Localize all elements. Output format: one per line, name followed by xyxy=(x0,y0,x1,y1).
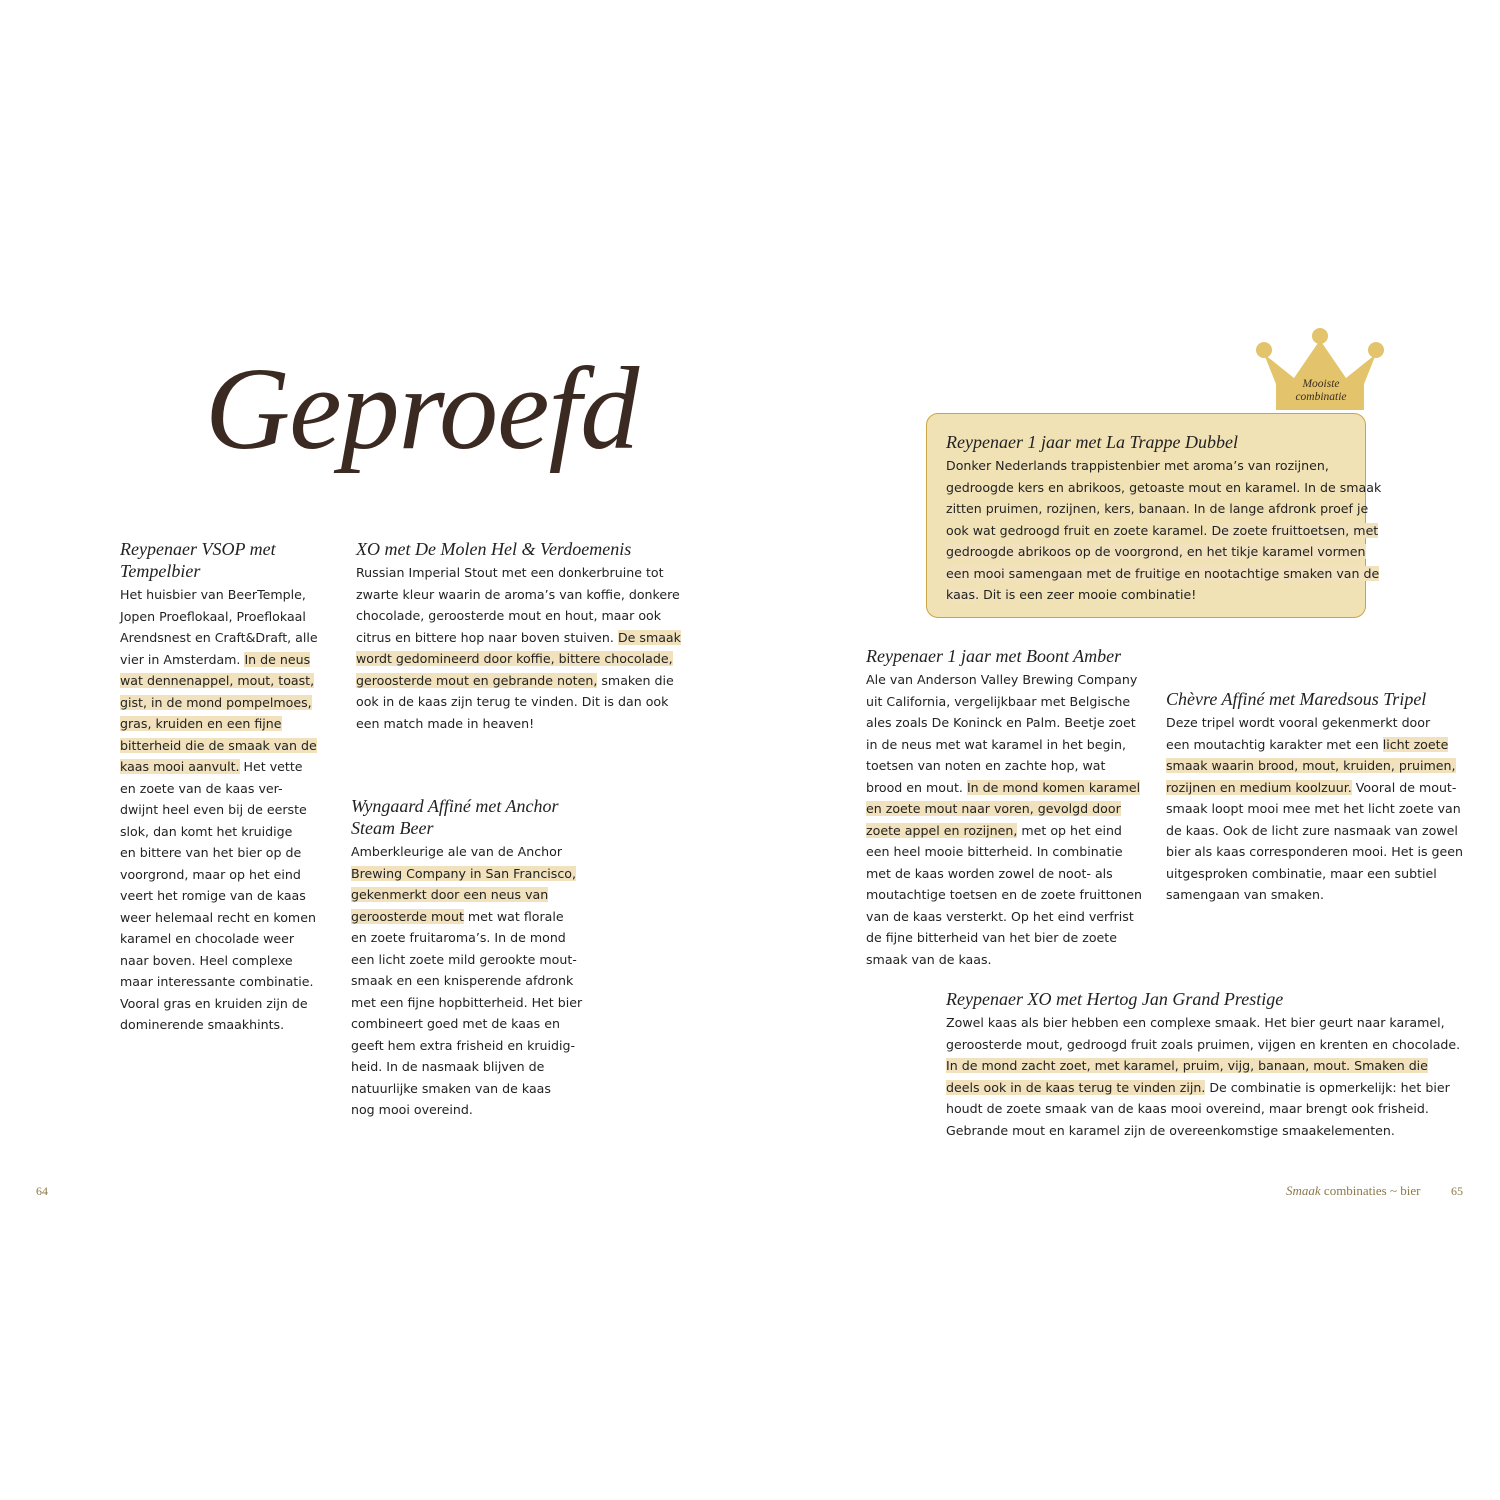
text-line xyxy=(356,584,680,606)
article-xo-molen xyxy=(356,538,681,734)
highlighted-text: gist, in de mond pompelmoes, xyxy=(120,694,312,710)
body-text: smaken die xyxy=(597,672,674,688)
text-line xyxy=(866,755,1136,777)
article-vsop xyxy=(120,538,335,1036)
body-text: zitten pruimen, rozijnen, kers, banaan. In de lange afdronk proef je xyxy=(946,501,1369,516)
body-text: smaak loopt mooi mee met het licht zoete van xyxy=(1166,801,1461,816)
text-line xyxy=(351,906,591,928)
article-body xyxy=(120,584,335,1036)
highlighted-text: smaak waarin brood, mout, kruiden, pruimen, xyxy=(1166,758,1456,773)
text-line xyxy=(120,907,335,929)
body-text: maar interessante combinatie. xyxy=(120,974,314,989)
highlighted-text: zoete appel en rozijnen, xyxy=(866,822,1018,838)
text-line xyxy=(356,670,676,692)
page-number-right: 65 xyxy=(1451,1184,1463,1198)
text-line xyxy=(1166,798,1461,820)
body-text: een moutachtig karakter met een xyxy=(1166,736,1383,752)
text-line xyxy=(120,606,335,628)
text-line xyxy=(356,605,676,627)
body-text: Amberkleurige ale van de Anchor xyxy=(351,844,563,859)
text-line xyxy=(120,756,335,778)
body-text: en bittere van het bier op de xyxy=(120,845,302,860)
body-text: brood en mout. xyxy=(866,779,967,795)
text-line xyxy=(120,1014,335,1036)
body-text: geroosterde mout, gedroogd fruit zoals pruimen, vijgen en krenten en chocolade. xyxy=(946,1036,1461,1052)
body-text: heid. In de nasmaak blijven de xyxy=(351,1059,545,1074)
highlighted-text: deels ook in de kaas terug te vinden zijn. xyxy=(946,1079,1206,1095)
text-line xyxy=(866,906,1136,928)
page-number-left: 64 xyxy=(36,1184,48,1198)
body-text: een match made in heaven! xyxy=(356,715,535,731)
text-line xyxy=(120,928,335,950)
body-text: met op het eind xyxy=(1017,822,1122,838)
text-line xyxy=(120,799,335,821)
article-body xyxy=(946,455,1382,606)
text-line xyxy=(351,927,591,949)
text-line xyxy=(946,1055,1426,1077)
body-text: dwijnt heel even bij de eerste xyxy=(120,802,307,817)
text-line xyxy=(351,1013,591,1035)
body-text: chocolade, geroosterde mout en hout, maar ook xyxy=(356,608,662,623)
article-wyngaard xyxy=(351,795,591,1121)
body-text: Ale van Anderson Valley Brewing Company xyxy=(866,672,1138,687)
text-line xyxy=(866,820,1136,842)
running-footer xyxy=(1286,1183,1420,1199)
text-line xyxy=(866,712,1136,734)
text-line xyxy=(946,541,1366,563)
body-text: ales zoals De Koninck en Palm. Beetje zoet xyxy=(866,715,1136,730)
text-line xyxy=(120,885,335,907)
text-line xyxy=(866,777,1141,799)
text-line xyxy=(356,648,676,670)
body-text: dominerende smaakhints. xyxy=(120,1017,285,1032)
text-line xyxy=(120,993,335,1015)
text-line xyxy=(866,927,1136,949)
body-text: een heel mooie bitterheid. In combinatie xyxy=(866,844,1123,859)
body-text: met een fijne hopbitterheid. Het bier xyxy=(351,994,583,1010)
text-line xyxy=(866,798,1136,820)
body-text: geeft hem extra frisheid en kruidig- xyxy=(351,1037,576,1053)
article-title: Reypenaer 1 jaar met Boont Amber xyxy=(866,646,1122,666)
body-text: combineert goed met de kaas en xyxy=(351,1016,560,1031)
body-text: Dit is een zeer mooie combinatie! xyxy=(979,587,1197,602)
body-text: de fijne bitterheid van het bier de zoete xyxy=(866,930,1117,945)
text-line xyxy=(946,1012,1445,1034)
text-line xyxy=(120,670,335,692)
body-text: in de neus met wat karamel in het begin, xyxy=(866,736,1126,752)
text-line xyxy=(120,971,335,993)
text-line xyxy=(351,949,591,971)
text-line xyxy=(120,649,335,671)
body-text: Het vette xyxy=(239,759,303,774)
body-text: gedroogde kers en abrikoos, getoaste mout en karamel. In de smaak xyxy=(946,479,1382,495)
text-line xyxy=(351,992,591,1014)
text-line xyxy=(351,1035,591,1057)
article-title xyxy=(120,538,335,582)
body-text: uitgesproken combinatie, maar een subtiel xyxy=(1166,865,1437,881)
highlighted-text: Brewing Company in San Francisco, xyxy=(351,865,576,881)
text-line xyxy=(946,1120,1426,1142)
text-line xyxy=(351,884,591,906)
body-text: met de kaas worden zowel de noot- als xyxy=(866,865,1113,881)
text-line xyxy=(1166,777,1456,799)
page-title: Geproefd xyxy=(205,343,639,474)
article-title-line: Wyngaard Affiné met Anchor xyxy=(351,796,559,816)
article-body xyxy=(866,669,1142,970)
body-text: naar boven. Heel complexe xyxy=(120,952,293,968)
text-line xyxy=(351,1099,591,1121)
highlighted-text: gras, kruiden en een fijne xyxy=(120,716,282,731)
highlighted-text: In de mond komen karamel xyxy=(966,779,1141,795)
text-line xyxy=(946,584,1356,606)
text-line xyxy=(866,841,1136,863)
body-text: samengaan van smaken. xyxy=(1166,887,1324,902)
text-line xyxy=(356,713,676,735)
text-line xyxy=(120,842,335,864)
body-text: met wat florale xyxy=(463,908,564,924)
body-text: Het huisbier van BeerTemple, xyxy=(120,587,306,602)
highlighted-text: geroosterde mout en gebrande noten, xyxy=(356,672,598,688)
body-text: Jopen Proeflokaal, Proeflokaal xyxy=(120,608,306,624)
text-line xyxy=(351,970,591,992)
highlighted-text: kaas mooi aanvult. xyxy=(120,759,240,774)
body-text: citrus en bittere hop naar boven stuiven. xyxy=(356,629,618,645)
highlighted-text: wordt gedomineerd door koffie, bittere chocolade, xyxy=(356,651,673,666)
highlighted-text: De zoete fruittoetsen, met xyxy=(1211,522,1379,538)
highlighted-text: In de neus xyxy=(244,651,311,667)
body-text: van de kaas versterkt. Op het eind verfrist xyxy=(866,908,1134,924)
highlighted-text: De smaak xyxy=(617,629,681,645)
body-text: uit California, vergelijkbaar met Belgische xyxy=(866,693,1131,709)
body-text: moutachtige toetsen en de zoete fruittonen xyxy=(866,887,1142,902)
text-line xyxy=(1166,734,1456,756)
body-text: bier als kaas corresponderen mooi. Het is geen xyxy=(1166,844,1464,859)
article-title: Chèvre Affiné met Maredsous Tripel xyxy=(1166,689,1427,709)
badge-label xyxy=(1277,378,1365,404)
text-line xyxy=(866,669,1136,691)
text-line xyxy=(946,563,1380,585)
body-text: nog mooi overeind. xyxy=(351,1102,473,1117)
text-line xyxy=(120,950,335,972)
body-text: Vooral gras en kruiden zijn de xyxy=(120,995,308,1011)
text-line xyxy=(120,713,335,735)
body-text: en zoete van de kaas ver- xyxy=(120,780,283,796)
article-title: Reypenaer 1 jaar met La Trappe Dubbel xyxy=(946,432,1238,452)
text-line xyxy=(120,864,335,886)
body-text: Zowel kaas als bier hebben een complexe smaak. Het bier geurt naar karamel, xyxy=(946,1015,1445,1030)
text-line xyxy=(946,1034,1461,1056)
text-line xyxy=(120,778,335,800)
text-line xyxy=(356,627,681,649)
body-text: de kaas. Ook de licht zure nasmaak van zowel xyxy=(1166,822,1458,838)
text-line xyxy=(120,584,335,606)
text-line xyxy=(351,1078,591,1100)
text-line xyxy=(866,691,1136,713)
text-line xyxy=(946,455,1356,477)
text-line xyxy=(351,841,591,863)
body-text: voorgrond, maar op het eind xyxy=(120,866,301,882)
body-text: vier in Amsterdam. xyxy=(120,651,245,667)
article-title-line: Reypenaer VSOP met xyxy=(120,539,276,559)
text-line xyxy=(866,863,1136,885)
body-text: Vooral de mout- xyxy=(1351,779,1457,795)
text-line xyxy=(1166,712,1456,734)
text-line xyxy=(866,734,1136,756)
body-text: toetsen van noten en zachte hop, wat xyxy=(866,758,1106,773)
footer-text: combinaties ~ bier xyxy=(1320,1183,1421,1198)
article-title-line: Steam Beer xyxy=(351,818,434,838)
badge-line: combinatie xyxy=(1295,391,1347,403)
text-line xyxy=(351,1056,591,1078)
highlighted-text: geroosterde mout xyxy=(351,908,464,924)
article-title: XO met De Molen Hel & Verdoemenis xyxy=(356,539,632,559)
body-text: Russian Imperial Stout met een donkerbruine tot xyxy=(356,565,664,580)
body-text: weer helemaal recht en komen xyxy=(120,909,316,925)
body-text: smaak van de kaas. xyxy=(866,951,992,967)
article-body xyxy=(1166,712,1464,906)
body-text: Arendsnest en Craft&Draft, alle xyxy=(120,630,318,645)
article-body xyxy=(946,1012,1461,1141)
highlighted-text: rozijnen en medium koolzuur. xyxy=(1166,779,1352,795)
text-line xyxy=(356,562,676,584)
text-line xyxy=(1166,884,1456,906)
article-boont xyxy=(866,645,1142,970)
highlighted-text: In de mond zacht zoet, met karamel, pruim, vijg, banaan, mout. Smaken die xyxy=(946,1058,1428,1073)
text-line xyxy=(1166,820,1456,842)
article-body xyxy=(356,562,681,734)
body-text: ook in de kaas zijn terug te vinden. Dit is dan ook xyxy=(356,694,669,709)
text-line xyxy=(1166,841,1464,863)
body-text: De combinatie is opmerkelijk: het bier xyxy=(1205,1079,1450,1095)
body-text: en zoete fruitaroma’s. In de mond xyxy=(351,930,566,945)
body-text: een licht zoete mild gerookte mout- xyxy=(351,951,577,967)
text-line xyxy=(120,692,335,714)
body-text: natuurlijke smaken van de kaas xyxy=(351,1080,551,1096)
text-line xyxy=(946,477,1382,499)
article-body xyxy=(351,841,591,1121)
highlighted-text: en zoete mout naar voren, gevolgd door xyxy=(866,801,1121,816)
text-line xyxy=(120,735,335,757)
body-text: Deze tripel wordt vooral gekenmerkt door xyxy=(1166,715,1431,730)
text-line xyxy=(120,821,335,843)
body-text: Donker Nederlands trappistenbier met aroma’s van rozijnen, xyxy=(946,458,1329,473)
article-chevre xyxy=(1166,688,1464,906)
text-line xyxy=(946,520,1379,542)
body-text: karamel en chocolade weer xyxy=(120,931,295,946)
text-line xyxy=(120,627,335,649)
article-title-line: Tempelbier xyxy=(120,561,201,581)
article-hertog xyxy=(946,988,1461,1141)
highlighted-text: gedroogde abrikoos op de voorgrond, en het tikje karamel vormen xyxy=(946,544,1366,559)
text-line xyxy=(866,884,1142,906)
body-text: ook wat gedroogd fruit en zoete karamel. xyxy=(946,522,1212,538)
text-line xyxy=(946,1098,1429,1120)
highlighted-text: gekenmerkt door een neus van xyxy=(351,887,549,902)
article-title: Reypenaer XO met Hertog Jan Grand Prestige xyxy=(946,989,1284,1009)
highlighted-text: wat dennenappel, mout, toast, xyxy=(120,673,315,688)
text-line xyxy=(351,863,591,885)
article-title xyxy=(351,795,591,839)
highlighted-text: kaas. xyxy=(946,587,980,602)
highlighted-text: licht zoete xyxy=(1382,736,1449,752)
article-trappe xyxy=(946,431,1382,606)
body-text: houdt de zoete smaak van de kaas mooi overeind, maar brengt ook frisheid. xyxy=(946,1101,1429,1116)
text-line xyxy=(866,949,1136,971)
text-line xyxy=(1166,863,1456,885)
body-text: Gebrande mout en karamel zijn de overeenkomstige smaakelementen. xyxy=(946,1122,1395,1138)
text-line xyxy=(1166,755,1456,777)
body-text: veert het romige van de kaas xyxy=(120,888,306,903)
body-text: smaak en een knisperende afdronk xyxy=(351,973,574,988)
footer-italic: Smaak xyxy=(1286,1183,1321,1198)
body-text: slok, dan komt het kruidige xyxy=(120,823,293,839)
text-line xyxy=(946,1077,1450,1099)
badge-line: Mooiste xyxy=(1302,378,1340,390)
highlighted-text: een mooi samengaan met de fruitige en nootachtige smaken van de xyxy=(946,565,1380,581)
text-line xyxy=(946,498,1369,520)
highlighted-text: bitterheid die de smaak van de xyxy=(120,737,317,753)
body-text: zwarte kleur waarin de aroma’s van koffie, donkere xyxy=(356,586,680,602)
text-line xyxy=(356,691,676,713)
